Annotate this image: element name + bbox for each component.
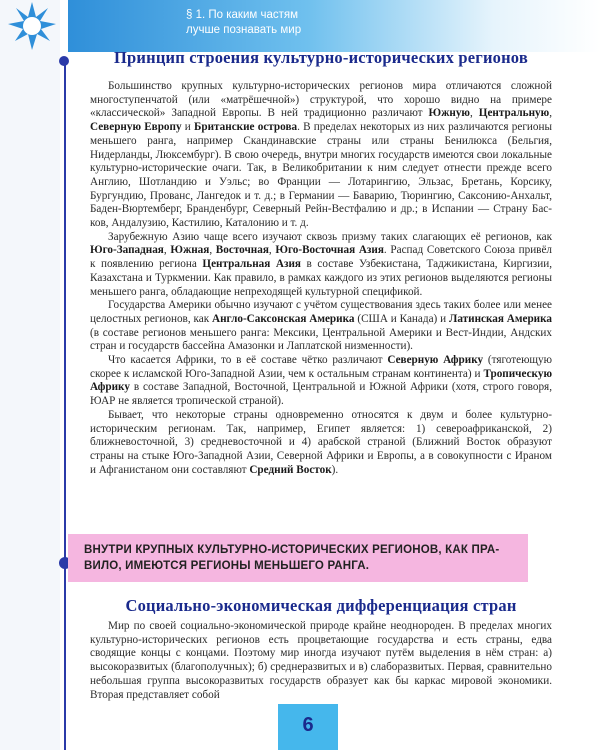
decorative-star-icon	[8, 2, 56, 50]
term-bold: Северную Европу	[90, 121, 182, 134]
text-run: ,	[268, 244, 276, 257]
paragraph	[90, 80, 552, 231]
text-run: в составе Западной, Восточной, Центральной и Южной Африки (хотя, строго говоря, ЮАР не является тропической страной).	[90, 381, 552, 408]
term-bold: Северную Африку	[387, 354, 484, 367]
term-bold: Центральная Азия	[202, 258, 301, 271]
key-idea-box	[68, 534, 528, 582]
text-run: . В пределах некоторых из них различаются регионы меньшего ранга, например Скандинавские страны или страны Бенилюкса (Бельгия, Нидерланды, Люксембург). В свою очередь, внутри многих государств имеются свои локальные культурно-исторические очаги. Так, в Великобритании к ним следует отнести прежде всего Англию, Шотландию и Уэльс; во Франции — Лотарингию, Эльзас, Бретань, Корсику, Бургундию, Прованс, Лангедок и т. д.; в Германии — Баварию, Тюрингию, Саксонию-Анхальт, Баден-Вюртемберг, Бранденбург, Северный Рейн-Вестфалию и др.; в Испании — Страну Басков, Андалузию, Кастилию, Каталонию и т. д.	[90, 121, 552, 230]
term-bold: Южная	[170, 244, 210, 257]
section-title: Принцип строения культурно-исторических регионов	[114, 48, 528, 67]
left-margin	[0, 0, 60, 750]
page-number-box	[278, 704, 338, 750]
text-run: ,	[209, 244, 216, 257]
paragraph	[90, 409, 552, 478]
text-run: ,	[163, 244, 171, 257]
main-content	[90, 48, 552, 477]
text-run: в составе Узбекистана, Таджикистана, Киргизии, Казахстана и Туркмении. Как правило, в рамках каждого из этих регионов выделяются регионы меньшего ранга, обладающие непреходящей культурной спецификой.	[90, 258, 552, 298]
key-idea-text: ВНУТРИ КРУПНЫХ КУЛЬТУРНО-ИСТОРИЧЕСКИХ РЕГИОНОВ, КАК ПРАВИЛО, ИМЕЮТСЯ РЕГИОНЫ МЕНЬШЕГО РАНГА.	[84, 544, 500, 572]
text-run: Большинство крупных культурно-исторических регионов мира отличаются сложной многоступенчатой (или «матрёшечной») структурой, что хорошо видно на примере «классической» Западной Европы. В ней традиционно различают	[90, 80, 552, 120]
text-run: Бывает, что некоторые страны одновременно относятся к двум и более культурно-историческим регионам. Так, например, Египет является: 1) североафриканской, 2) ближневосточной, 3) средневосточной и 4) арабской страной (Ближний Восток образуют страны на стыке Юго-Западной Азии, Северной Африки и Европы, а в совокупности с Ираном и Афганистаном они составляют	[90, 408, 552, 476]
section-2-content	[90, 620, 552, 702]
paragraph: Мир по своей социально-экономической природе крайне неоднороден. В пределах многих культурно-исторических регионов есть процветающие государства и есть страны, едва сводящие концы с концами. Поэтому мир иногда изучают путём выделения в нём стран: а) высокоразвитых (благополучных); б) среднеразвитых и в) слаборазвитых. Первая, сравнительно небольшая группа высокоразвитых государств образует как бы каркас мировой экономики. Вторая представляет собой	[90, 620, 552, 701]
text-run: ).	[331, 463, 339, 476]
header-line-2: лучше познавать мир	[186, 24, 302, 36]
paragraph	[90, 231, 552, 300]
margin-rule	[64, 60, 66, 750]
paragraph	[90, 299, 552, 354]
margin-dot-top	[59, 56, 69, 66]
text-run: и	[181, 121, 194, 134]
text-run: (тяготеющую скорее к исламской Юго-Западной Азии, чем к остальным странам континента) и	[90, 354, 552, 380]
term-bold: Восточная	[215, 244, 269, 257]
term-bold: Латинская Америка	[449, 312, 552, 325]
text-run: Зарубежную Азию чаще всего изучают сквозь призму таких слагающих её регионов, как	[108, 230, 552, 243]
term-bold: Южную	[428, 107, 470, 120]
paragraph	[90, 354, 552, 409]
term-bold: Тропическую Африку	[90, 367, 552, 394]
term-bold: Центральную	[478, 107, 550, 120]
text-run: Что касается Африки, то в её составе чётко различают	[108, 354, 388, 367]
term-bold: Средний Восток	[249, 463, 332, 476]
page-number: 6	[302, 714, 314, 736]
header-line-1: § 1. По каким частям	[186, 9, 299, 21]
text-run: Государства Америки обычно изучают с учётом существования здесь таких более или менее целостных регионов, как	[90, 299, 552, 325]
text-run: (в составе регионов меньшего ранга: Мексики, Центральной Америки и Вест-Индии, Андских стран и государств бассейна Амазонки и Лаплатской низменности).	[90, 326, 552, 353]
term-bold: Юго-Восточная Азия	[275, 244, 384, 257]
term-bold: Юго-Западная	[90, 244, 164, 257]
term-bold: Англо-Саксонская Америка	[212, 312, 355, 325]
section-title-2: Социально-экономическая дифференциация стран	[125, 596, 517, 615]
text-run: (США и Канада) и	[354, 312, 449, 325]
text-run: . Распад Советского Союза привёл к появлению региона	[90, 244, 553, 271]
term-bold: Британские острова	[193, 121, 298, 134]
text-run: ,	[469, 107, 479, 120]
text-run: ,	[549, 107, 552, 120]
chapter-header	[68, 0, 600, 52]
